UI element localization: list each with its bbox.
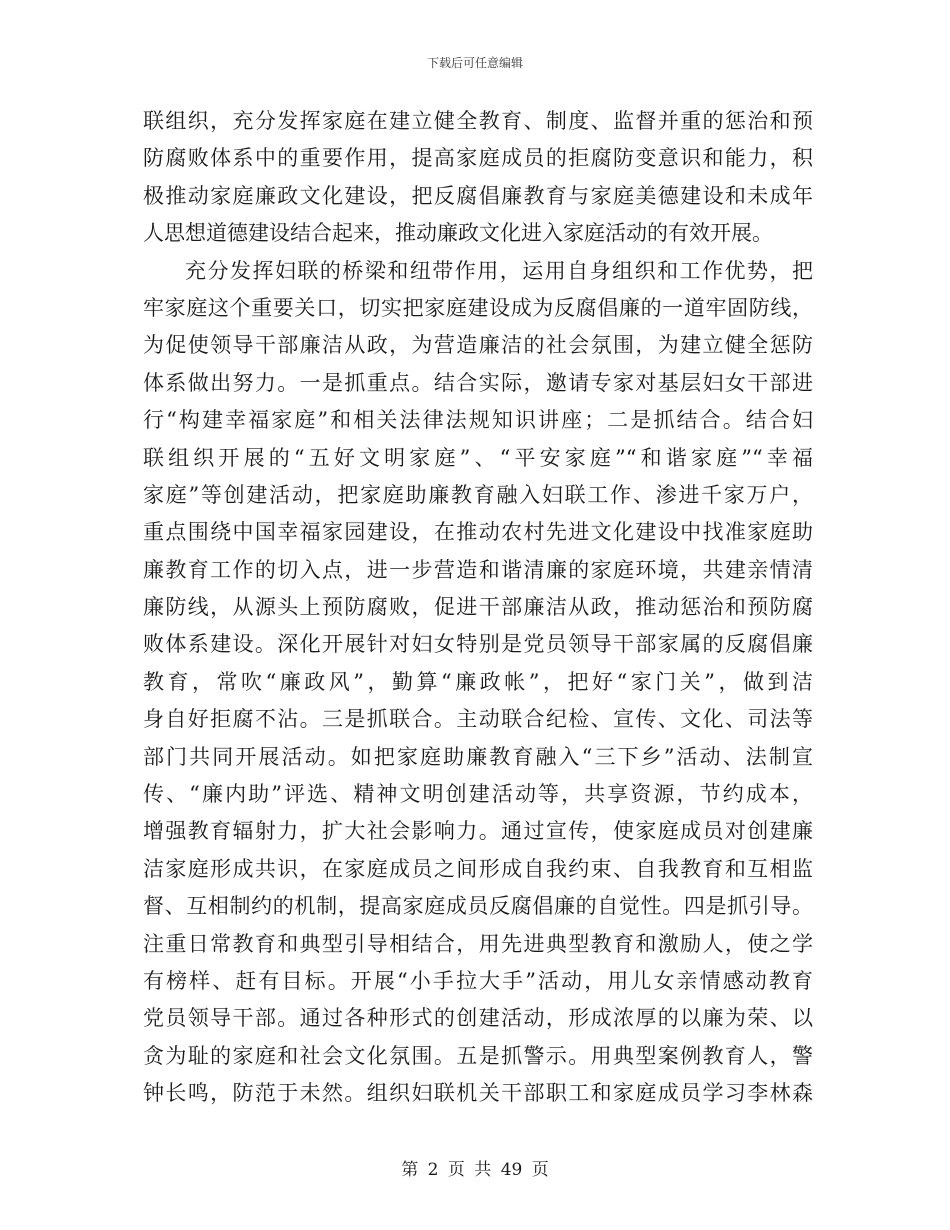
text-line: 牢家庭这个重要关口，切实把家庭建设成为反腐倡廉的一道牢固防线， [143, 295, 813, 320]
text-line: 廉教育工作的切入点，进一步营造和谐清廉的家庭环境，共建亲情清 [143, 557, 813, 582]
text-line: 有榜样、赶有目标。开展“小手拉大手”活动，用儿女亲情感动教育 [143, 968, 813, 993]
text-line: 败体系建设。深化开展针对妇女特别是党员领导干部家属的反腐倡廉 [143, 632, 813, 657]
text-line: 传、“廉内助”评选、精神文明创建活动等，共享资源，节约成本， [143, 782, 813, 807]
text-line: 联组织开展的“五好文明家庭”、“平安家庭”“和谐家庭”“幸福 [143, 445, 813, 470]
text-line: 贪为耻的家庭和社会文化氛围。五是抓警示。用典型案例教育人，警 [143, 1043, 813, 1068]
paragraph [143, 253, 813, 1113]
text-line: 廉防线，从源头上预防腐败，促进干部廉洁从政，推动惩治和预防腐 [143, 595, 813, 620]
text-line: 增强教育辐射力，扩大社会影响力。通过宣传，使家庭成员对创建廉 [143, 819, 813, 844]
text-line: 洁家庭形成共识，在家庭成员之间形成自我约束、自我教育和互相监 [143, 856, 813, 881]
text-line: 身自好拒腐不沾。三是抓联合。主动联合纪检、宣传、文化、司法等 [143, 707, 813, 732]
text-line: 重点围绕中国幸福家园建设，在推动农村先进文化建设中找准家庭助 [143, 520, 813, 545]
text-line: 为促使领导干部廉洁从政，为营造廉洁的社会氛围，为建立健全惩防 [143, 333, 813, 358]
text-line: 充分发挥妇联的桥梁和纽带作用，运用自身组织和工作优势，把 [185, 258, 813, 283]
text-line: 教育，常吹“廉政风”，勤算“廉政帐”，把好“家门关”，做到洁 [143, 669, 813, 694]
text-line: 人思想道德建设结合起来，推动廉政文化进入家庭活动的有效开展。 [143, 221, 773, 246]
text-line: 联组织，充分发挥家庭在建立健全教育、制度、监督并重的惩治和预 [143, 109, 813, 133]
text-line: 党员领导干部。通过各种形式的创建活动，形成浓厚的以廉为荣、以 [143, 1006, 813, 1031]
text-line: 部门共同开展活动。如把家庭助廉教育融入“三下乡”活动、法制宣 [143, 744, 813, 769]
page-header: 下载后可任意编辑 [426, 56, 523, 70]
text-line: 家庭”等创建活动，把家庭助廉教育融入妇联工作、渗进千家万户， [143, 482, 813, 507]
text-line: 钟长鸣，防范于未然。组织妇联机关干部职工和家庭成员学习李林森 [143, 1081, 813, 1106]
text-line: 注重日常教育和典型引导相结合，用先进典型教育和激励人，使之学 [143, 931, 813, 956]
text-line: 极推动家庭廉政文化建设，把反腐倡廉教育与家庭美德建设和未成年 [143, 183, 813, 208]
text-line: 防腐败体系中的重要作用，提高家庭成员的拒腐防变意识和能力，积 [143, 146, 813, 171]
document-body [143, 103, 813, 1113]
text-line: 督、互相制约的机制，提高家庭成员反腐倡廉的自觉性。四是抓引导。 [143, 894, 813, 919]
page-footer: 第 2 页 共 49 页 [401, 1160, 549, 1180]
text-line: 体系做出努力。一是抓重点。结合实际，邀请专家对基层妇女干部进 [143, 370, 813, 395]
paragraph [143, 103, 813, 253]
text-line: 行“构建幸福家庭”和相关法律法规知识讲座；二是抓结合。结合妇 [143, 408, 813, 433]
